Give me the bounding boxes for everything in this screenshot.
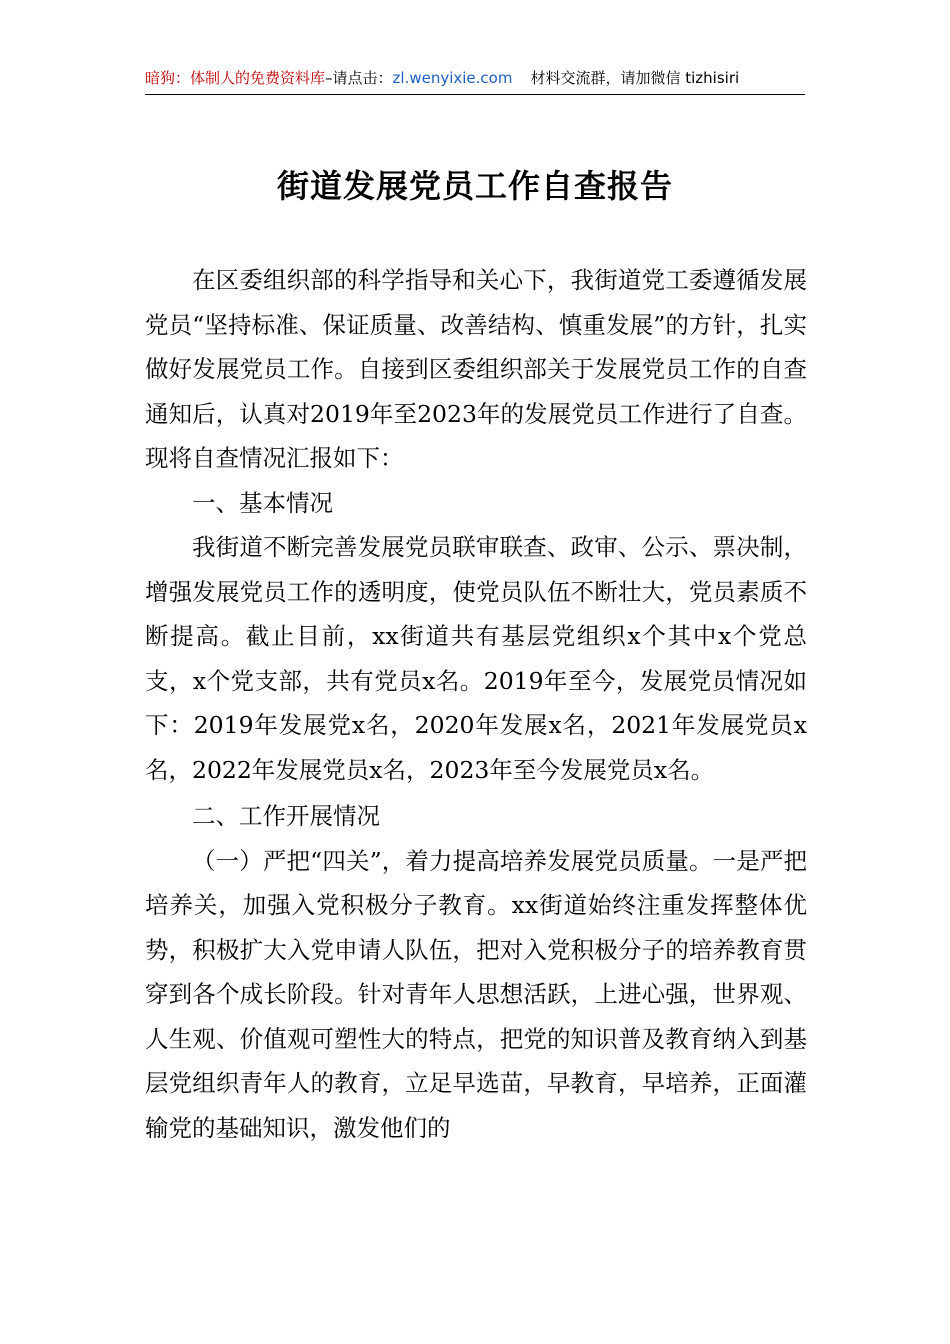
header-cta: –请点击： (325, 69, 393, 87)
section2-paragraph: （一）严把“四关”，着力提高培养发展党员质量。一是严把培养关，加强入党积极分子教育。xx街道始终注重发挥整体优势，积极扩大入党申请人队伍，把对入党积极分子的培养教育贯穿到各个成长阶段。针对青年人思想活跃，上进心强，世界观、人生观、价值观可塑性大的特点，把党的知识普及教育纳入到基层党组织青年人的教育，立足早选苗，早教育，早培养，正面灌输党的基础知识，激发他们的 (145, 846, 807, 1142)
header-brand: 暗狗：体制人的免费资料库 (145, 69, 326, 87)
document-body (145, 258, 807, 1150)
intro-paragraph: 在区委组织部的科学指导和关心下，我街道党工委遵循发展党员“坚持标准、保证质量、改善结构、慎重发展”的方针，扎实做好发展党员工作。自接到区委组织部关于发展党员工作的自查通知后，认真对2019年至2023年的发展党员工作进行了自查。现将自查情况汇报如下： (145, 266, 807, 472)
watermark-header (145, 62, 805, 95)
header-wechat-note: 材料交流群，请加微信 tizhisiri (530, 69, 740, 87)
header-url-link[interactable]: zl.wenyixie.com (392, 69, 513, 87)
section2-heading: 二、工作开展情况 (192, 802, 380, 830)
section1-paragraph: 我街道不断完善发展党员联审联查、政审、公示、票决制，增强发展党员工作的透明度，使党员队伍不断壮大，党员素质不断提高。截止目前，xx街道共有基层党组织x个其中x个党总支，x个党支部，共有党员x名。2019年至今，发展党员情况如下：2019年发展党x名，2020年发展x名，2021年发展党员x名，2022年发展党员x名，2023年至今发展党员x名。 (145, 533, 807, 784)
document-title: 街道发展党员工作自查报告 (276, 167, 673, 205)
section1-heading: 一、基本情况 (192, 488, 333, 517)
